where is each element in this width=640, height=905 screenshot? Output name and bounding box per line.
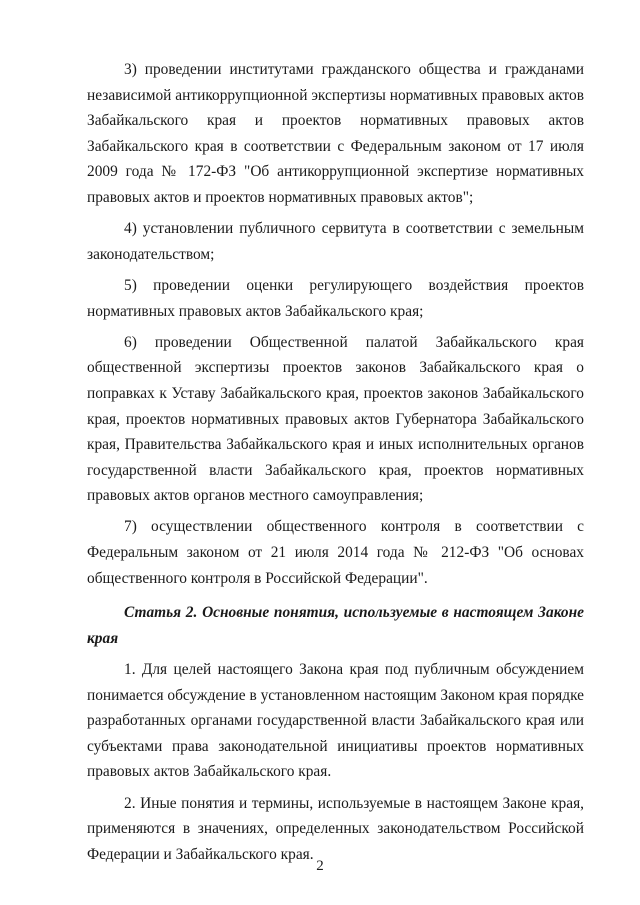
article-2-paragraph-1: 1. Для целей настоящего Закона края под публичным обсуждением понимается обсуждение в установленном настоящим Законом края порядке разработанных органами государственной власти Забайкальского края или субъектами права законодательной инициативы проектов нормативных правовых актов Забайкальского края. (87, 661, 584, 781)
article-2-heading: Статья 2. Основные понятия, используемые в настоящем Законе края (87, 604, 584, 647)
paragraph-item-3: 3) проведении институтами гражданского общества и гражданами независимой антикоррупционной экспертизы нормативных правовых актов Забайкальского края и проектов нормативных правовых актов Забайкальского края в соответствии с Федеральным законом от 17 июля 2009 года № 172-ФЗ "Об антикоррупционной экспертизе нормативных правовых актов и проектов нормативных правовых актов"; (87, 61, 584, 206)
page-number: 2 (316, 858, 324, 874)
document-body (87, 57, 584, 873)
paragraph-item-4: 4) установлении публичного сервитута в соответствии с земельным законодательством; (87, 220, 584, 263)
article-2-paragraph-2: 2. Иные понятия и термины, используемые в настоящем Законе края, применяются в значениях, определенных законодательством Российской Федерации и Забайкальского края. (87, 794, 584, 863)
paragraph-item-7: 7) осуществлении общественного контроля в соответствии с Федеральным законом от 21 июля 2014 года № 212-ФЗ "Об основах общественного контроля в Российской Федерации". (87, 518, 584, 587)
paragraph-item-6: 6) проведении Общественной палатой Забайкальского края общественной экспертизы проектов законов Забайкальского края о поправках к Уставу Забайкальского края, проектов законов Забайкальского края, проектов нормативных правовых актов Губернатора Забайкальского края, Правительства Забайкальского края и иных исполнительных органов государственной власти Забайкальского края, проектов нормативных правовых актов органов местного самоуправления; (87, 333, 584, 505)
paragraph-item-5: 5) проведении оценки регулирующего воздействия проектов нормативных правовых актов Забайкальского края; (87, 276, 584, 320)
